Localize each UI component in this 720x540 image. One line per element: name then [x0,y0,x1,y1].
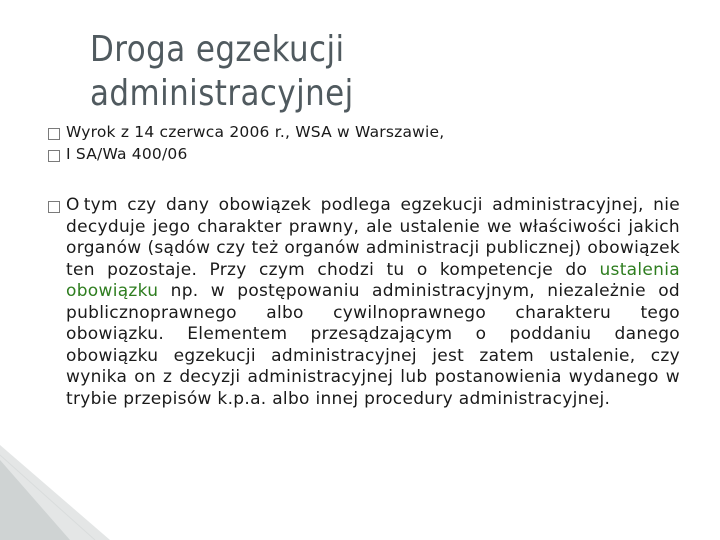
slide-body [48,122,680,410]
paragraph-text [66,195,680,410]
highlighted-phrase: ustalenia obowiązku [66,259,680,301]
list-item [48,144,680,166]
bullet-square-icon [48,201,60,213]
slide-title-line-1: Droga egzekucji [90,29,345,70]
slide-title [90,28,354,116]
list-item [48,122,680,144]
paragraph-part-2: np. w postępowaniu administracyjnym, niezależnie od publicznoprawnego albo cywilnoprawnego charakteru tego obowiązku. Elementem przesądzającym o poddaniu danego obowiązku egzekucji administracyjnej jest zatem ustalenie, czy wynika on z decyzji administracyjnej lub postanowienia wydanego w trybie przepisów k.p.a. albo innej procedury administracyjnej. [66,281,680,409]
list-item-text: I SA/Wa 400/06 [66,144,188,163]
slide-title-line-2: administracyjnej [90,73,354,114]
bullet-square-icon [48,150,60,162]
paragraph-lead: O [66,195,80,215]
bullet-square-icon [48,128,60,140]
list-item-text: Wyrok z 14 czerwca 2006 r., WSA w Warszawie, [66,123,445,141]
paragraph-part-1: tym czy dany obowiązek podlega egzekucji administracyjnej, nie decyduje jego charakter prawny, ale ustalenie we właściwości jakich organów (sądów czy też organów administracji publicznej) obowiązek ten pozostaje. Przy czym chodzi tu o kompetencje do [66,195,680,280]
spacer [48,165,680,195]
paragraph-item [48,195,680,410]
